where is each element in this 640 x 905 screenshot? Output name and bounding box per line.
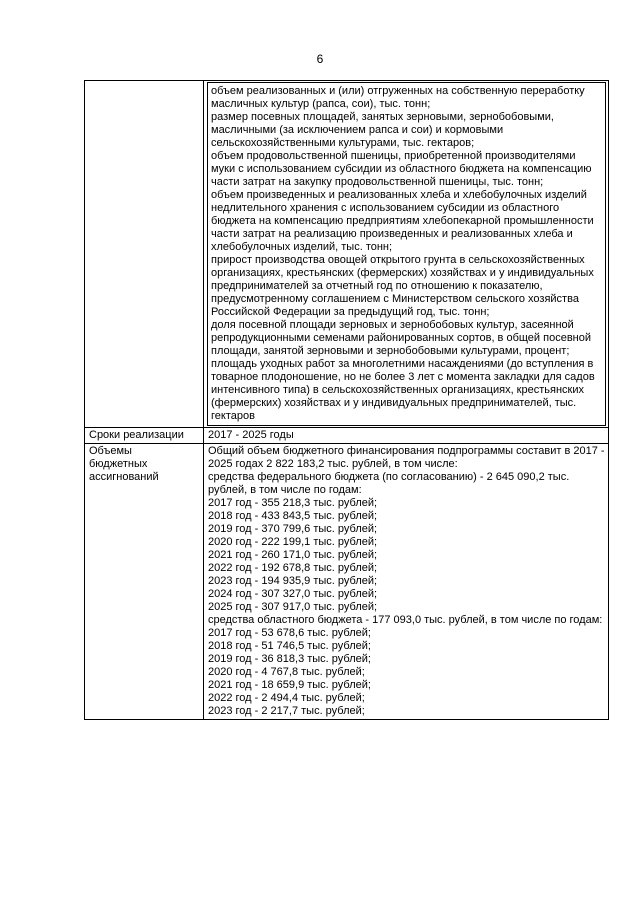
- indicator-item: доля посевной площади зерновых и зернобобовых культур, засеянной репродукционными семенами районированных сортов, в общей посевной площади, занятой зерновыми и зернобобовыми культурами, процент;: [211, 319, 591, 357]
- timeframe-value: 2017 - 2025 годы: [204, 428, 609, 444]
- budget-line: 2019 год - 36 818,3 тыс. рублей;: [208, 653, 371, 665]
- indicators-list: [207, 82, 606, 426]
- indicators-value-cell: [204, 81, 609, 428]
- budget-label-text: Объемы бюджетных ассигнований: [89, 445, 159, 483]
- indicator-item: прирост производства овощей открытого грунта в сельскохозяйственных организациях, крестьянских (фермерских) хозяйствах и у индивидуальных предпринимателей за отчетный год по отношению к показателю, предусмотренному соглашением с Министерством сельского хозяйства Российской Федерации за предыдущий год, тыс. тонн;: [211, 254, 594, 318]
- indicator-item: размер посевных площадей, занятых зерновыми, зернобобовыми, масличными (за исключением рапса и сои) и кормовыми сельскохозяйственными культурами, тыс. гектаров;: [211, 111, 554, 149]
- table-row-timeframe: [85, 428, 609, 444]
- page-number: 6: [316, 52, 324, 66]
- budget-line: 2018 год - 433 843,5 тыс. рублей;: [208, 510, 378, 522]
- budget-line: 2018 год - 51 746,5 тыс. рублей;: [208, 640, 371, 652]
- table-row-budget: [85, 444, 609, 720]
- budget-line: 2025 год - 307 917,0 тыс. рублей;: [208, 601, 378, 613]
- budget-line: 2020 год - 222 199,1 тыс. рублей;: [208, 536, 378, 548]
- indicator-item: объем продовольственной пшеницы, приобретенной производителями муки с использованием субсидии из областного бюджета на компенсацию части затрат на закупку продовольственной пшеницы, тыс. тонн;: [211, 150, 592, 188]
- budget-line: средства областного бюджета - 177 093,0 тыс. рублей, в том числе по годам:: [208, 614, 603, 626]
- budget-line: 2024 год - 307 327,0 тыс. рублей;: [208, 588, 378, 600]
- budget-value-cell: [204, 444, 609, 720]
- budget-line: 2017 год - 53 678,6 тыс. рублей;: [208, 627, 371, 639]
- budget-line: 2021 год - 18 659,9 тыс. рублей;: [208, 679, 371, 691]
- budget-line: средства федерального бюджета (по согласованию) - 2 645 090,2 тыс. рублей, в том числе по годам:: [208, 471, 570, 496]
- indicator-item: объем реализованных и (или) отгруженных на собственную переработку масличных культур (рапса, сои), тыс. тонн;: [211, 85, 585, 110]
- budget-line: 2019 год - 370 799,6 тыс. рублей;: [208, 523, 378, 535]
- budget-line: 2017 год - 355 218,3 тыс. рублей;: [208, 497, 378, 509]
- subprogram-passport-table: [84, 80, 609, 720]
- indicator-item: объем произведенных и реализованных хлеба и хлебобулочных изделий недлительного хранения с использованием субсидии из областного бюджета на компенсацию предприятиям хлебопекарной промышленности части затрат на реализацию произведенных и реализованных хлеба и хлебобулочных изделий, тыс. тонн;: [211, 189, 594, 253]
- timeframe-label: Сроки реализации: [85, 428, 204, 444]
- budget-line: 2021 год - 260 171,0 тыс. рублей;: [208, 549, 378, 561]
- budget-line: Общий объем бюджетного финансирования подпрограммы составит в 2017 - 2025 годах 2 822 183,2 тыс. рублей, в том числе:: [208, 445, 605, 470]
- budget-line: 2022 год - 192 678,8 тыс. рублей;: [208, 562, 378, 574]
- table-row-indicators: [85, 81, 609, 428]
- indicators-label-cell: [85, 81, 204, 428]
- indicator-item: площадь уходных работ за многолетними насаждениями (до вступления в товарное плодоношение, но не более 3 лет с момента закладки для садов интенсивного типа) в сельскохозяйственных организациях, крестьянских (фермерских) хозяйствах и у индивидуальных предпринимателей, тыс. гектаров: [211, 358, 595, 422]
- budget-label: [85, 444, 204, 720]
- budget-line: 2020 год - 4 767,8 тыс. рублей;: [208, 666, 365, 678]
- budget-line: 2022 год - 2 494,4 тыс. рублей;: [208, 692, 365, 704]
- budget-line: 2023 год - 2 217,7 тыс. рублей;: [208, 705, 365, 717]
- budget-line: 2023 год - 194 935,9 тыс. рублей;: [208, 575, 378, 587]
